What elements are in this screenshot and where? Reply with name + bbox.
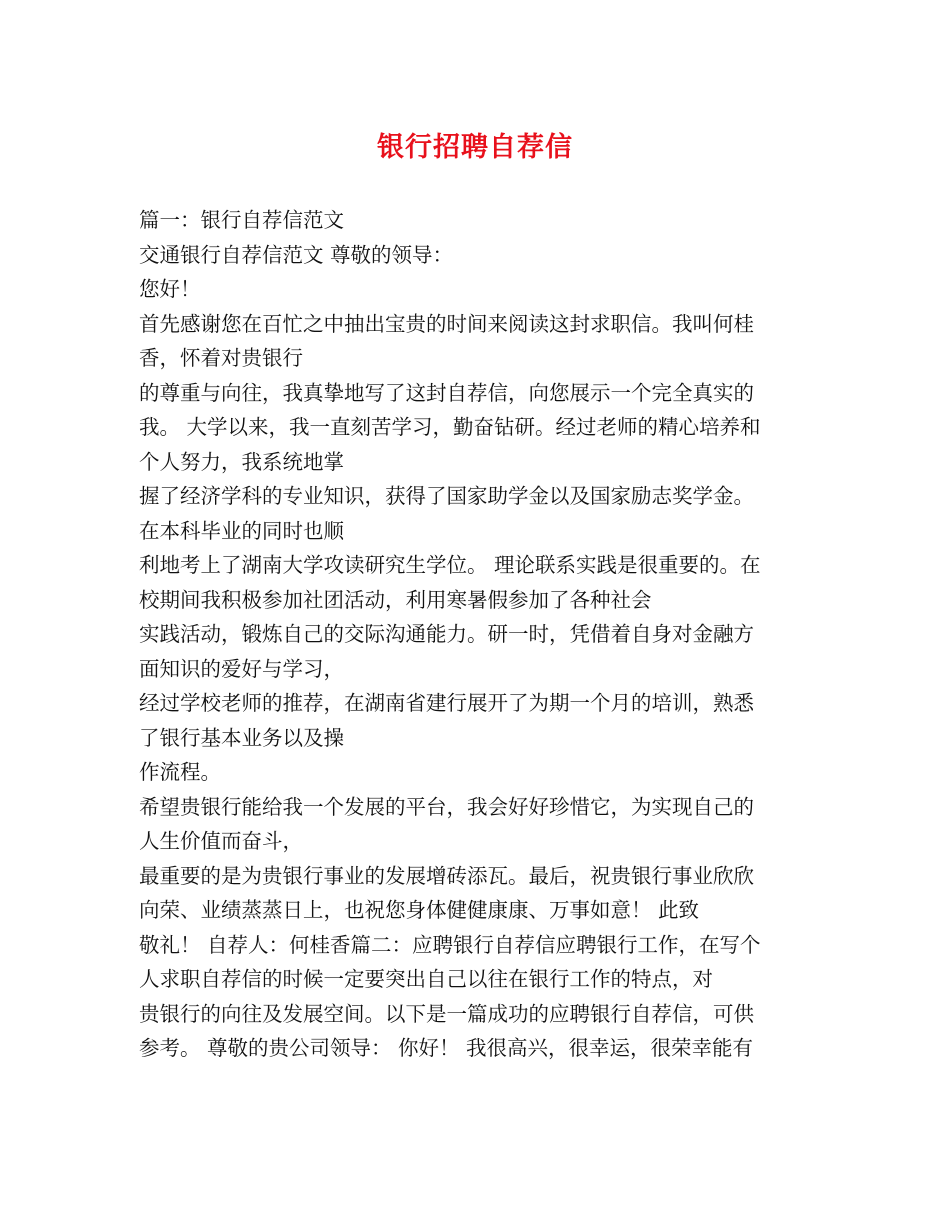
text-line: 作流程。 [139, 760, 221, 784]
text-line: 贵银行的向往及发展空间。以下是一篇成功的应聘银行自荐信，可供 [139, 1001, 754, 1026]
text-line: 交通银行自荐信范文 尊敬的领导： [139, 242, 454, 267]
text-line: 首先感谢您在百忙之中抽出宝贵的时间来阅读这封求职信。我叫何桂 [139, 311, 754, 336]
document-title: 银行招聘自荐信 [377, 132, 573, 163]
text-line: 敬礼！ 自荐人：何桂香篇二：应聘银行自荐信应聘银行工作，在写个 [139, 932, 761, 957]
text-line: 我。 大学以来，我一直刻苦学习，勤奋钻研。经过老师的精心培养和 [139, 415, 761, 439]
text-line: 人生价值而奋斗， [139, 829, 303, 853]
text-line: 握了经济学科的专业知识，获得了国家助学金以及国家励志奖学金。 [139, 484, 754, 508]
text-line: 人求职自荐信的时候一定要突出自己以往在银行工作的特点，对 [139, 967, 713, 991]
text-line: 参考。 尊敬的贵公司领导： 你好！ 我很高兴，很幸运，很荣幸能有 [139, 1036, 754, 1060]
text-line: 篇一：银行自荐信范文 [139, 208, 344, 232]
text-line: 最重要的是为贵银行事业的发展增砖添瓦。最后，祝贵银行事业欣欣 [139, 863, 754, 888]
text-line: 您好！ [139, 277, 201, 301]
text-line: 向荣、业绩蒸蒸日上，也祝您身体健健康康、万事如意！ 此致 [139, 898, 700, 922]
text-line: 的尊重与向往，我真挚地写了这封自荐信，向您展示一个完全真实的 [139, 380, 754, 405]
text-line: 面知识的爱好与学习， [139, 656, 344, 681]
text-line: 利地考上了湖南大学攻读研究生学位。 理论联系实践是很重要的。在 [139, 553, 761, 577]
text-line: 希望贵银行能给我一个发展的平台，我会好好珍惜它，为实现自己的 [139, 794, 754, 819]
document-body [139, 203, 819, 1066]
text-line: 在本科毕业的同时也顺 [139, 518, 344, 543]
text-line: 了银行基本业务以及操 [139, 725, 344, 750]
text-line: 经过学校老师的推荐，在湖南省建行展开了为期一个月的培训，熟悉 [139, 691, 754, 715]
text-line: 个人努力，我系统地掌 [139, 449, 344, 474]
text-line: 校期间我积极参加社团活动，利用寒暑假参加了各种社会 [139, 587, 652, 612]
text-line: 实践活动，锻炼自己的交际沟通能力。研一时，凭借着自身对金融方 [139, 622, 754, 646]
text-line: 香，怀着对贵银行 [139, 346, 303, 370]
